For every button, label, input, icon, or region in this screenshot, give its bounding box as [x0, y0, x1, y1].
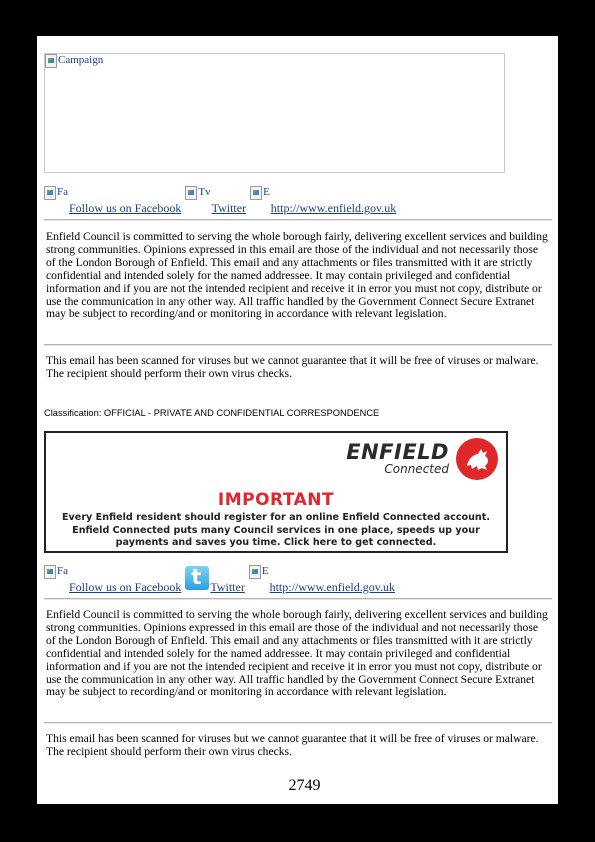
facebook-icon[interactable]: Fa: [44, 186, 68, 214]
register-line-1: Every Enfield resident should register for an online Enfield Connected account.: [62, 512, 490, 523]
divider: [44, 722, 552, 724]
divider: [44, 344, 552, 346]
social-links-row: [44, 186, 396, 214]
facebook-link[interactable]: Follow us on Facebook: [69, 201, 182, 215]
disclaimer-text: Enfield Council is committed to serving the whole borough fairly, delivering excellent services and building strong communities. Opinions expressed in this email are those of the individual and not necessarily those of the London Borough of Enfield. This email and any attachments or files transmitted with it are strictly confidential and intended solely for the named addressee. It may contain privileged and confidential information and if you are not the intended recipient and receive it in error you must not copy, distribute or use the communication in any other way. All traffic handled by the Government Connect Secure Extranet may be subject to recording/and or monitoring in accordance with relevant legislation.: [46, 608, 548, 699]
website-link[interactable]: http://www.enfield.gov.uk: [269, 580, 395, 594]
divider: [44, 219, 552, 221]
register-line-2: Enfield Connected puts many Council services in one place, speeds up your: [72, 524, 480, 536]
website-link[interactable]: http://www.enfield.gov.uk: [270, 201, 397, 215]
broken-image-icon: [185, 186, 197, 200]
website-icon[interactable]: E: [249, 565, 269, 593]
logo-subtitle: Connected: [384, 462, 449, 476]
enfield-connected-logo: [346, 441, 449, 476]
enfield-dragon-icon: [456, 438, 498, 480]
register-line-3: payments and saves you time. Click here to get connected.: [115, 537, 437, 549]
enfield-connected-banner[interactable]: [44, 431, 508, 553]
broken-image-icon: [44, 186, 56, 200]
facebook-link[interactable]: Follow us on Facebook: [69, 580, 182, 594]
register-message: [46, 512, 506, 550]
broken-image-icon: [250, 186, 262, 200]
campaign-alt-text: Campaign: [58, 54, 104, 66]
page-number: 2749: [288, 777, 321, 794]
twitter-link[interactable]: Twitter: [210, 580, 245, 594]
broken-image-icon: [45, 54, 57, 68]
logo-title: ENFIELD: [346, 440, 449, 464]
important-heading: IMPORTANT: [217, 490, 335, 510]
facebook-icon[interactable]: Fa: [44, 565, 68, 593]
campaign-broken-image: [45, 54, 103, 68]
twitter-icon[interactable]: Tv: [185, 186, 210, 214]
virus-notice-text: This email has been scanned for viruses but we cannot guarantee that it will be free of viruses or malware. The recipient should perform their own virus checks.: [46, 732, 539, 758]
divider: [44, 598, 552, 600]
social-links-row: [44, 565, 395, 593]
campaign-banner-image[interactable]: [44, 53, 505, 173]
broken-image-icon: [249, 565, 261, 579]
twitter-link[interactable]: Twitter: [211, 201, 247, 215]
document-page: [37, 36, 558, 804]
classification-label: Classification: OFFICIAL - PRIVATE AND CONFIDENTIAL CORRESPONDENCE: [44, 408, 380, 418]
broken-image-icon: [44, 565, 56, 579]
website-icon[interactable]: E: [250, 186, 270, 214]
twitter-icon[interactable]: [185, 566, 209, 590]
virus-notice-text: This email has been scanned for viruses but we cannot guarantee that it will be free of viruses or malware. The recipient should perform their own virus checks.: [46, 354, 539, 380]
disclaimer-text: Enfield Council is committed to serving the whole borough fairly, delivering excellent services and building strong communities. Opinions expressed in this email are those of the individual and not necessarily those of the London Borough of Enfield. This email and any attachments or files transmitted with it are strictly confidential and intended solely for the named addressee. It may contain privileged and confidential information and if you are not the intended recipient and receive it in error you must not copy, distribute or use the communication in any other way. All traffic handled by the Government Connect Secure Extranet may be subject to recording/and or monitoring in accordance with relevant legislation.: [46, 230, 548, 321]
